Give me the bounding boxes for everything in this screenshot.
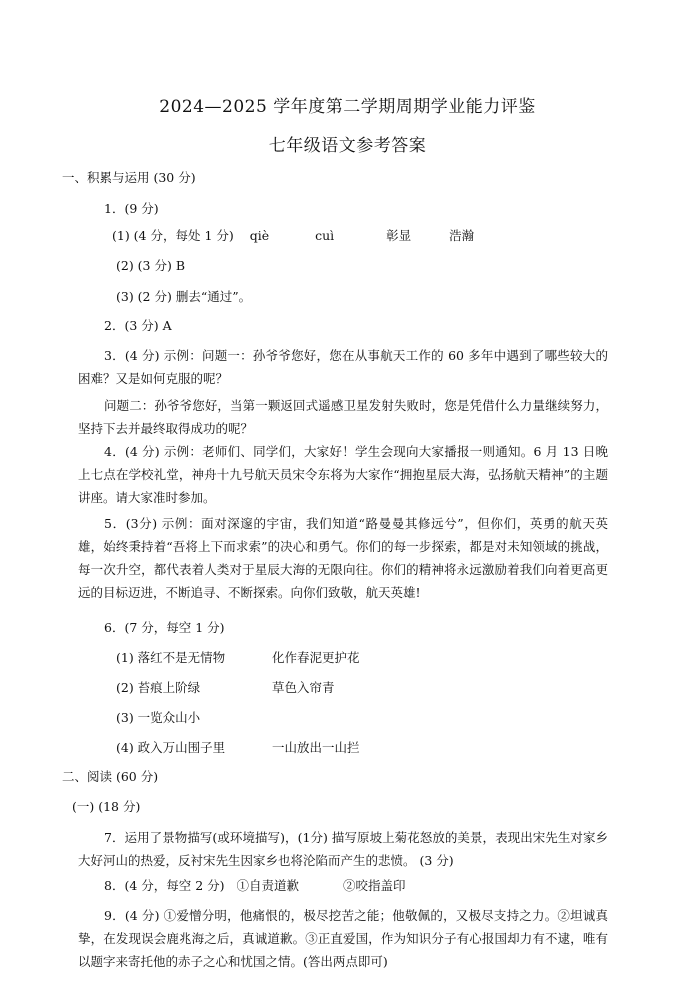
q1-answer-1-item: qiè xyxy=(249,228,270,243)
q3-answer: 3．(4 分) 示例：问题一：孙爷爷您好，您在从事航天工作的 60 多年中遇到了哪些较大的困难？又是如何克服的呢？ xyxy=(78,348,608,386)
q1-answer-3: (3) (2 分) 删去“通过”。 xyxy=(116,289,252,304)
q6-row xyxy=(116,708,272,728)
q6-row xyxy=(116,678,335,698)
q6-row-second: 一山放出一山拦 xyxy=(272,740,360,755)
q6-row xyxy=(116,738,360,758)
document-subtitle: 七年级语文参考答案 xyxy=(268,136,427,156)
q1-answer-1 xyxy=(112,226,474,246)
q9-answer: 9．(4 分) ①爱憎分明，他痛恨的，极尽挖苦之能；他敬佩的，又极尽支持之力。②坦诚真挚，在发现误会鹿兆海之后，真诚道歉。③正直爱国，作为知识分子有心报国却力有不逮，唯有以题字来寄托他的赤子之心和忧国之情。(答出两点即可) xyxy=(78,908,608,969)
section-1-heading: 一、积累与运用 (30 分) xyxy=(62,170,196,185)
q8-item: ①自责道歉 xyxy=(236,878,300,893)
q3-answer-part-2: 问题二：孙爷爷您好，当第一颗返回式遥感卫星发射失败时，您是凭借什么力量继续努力，坚持下去并最终取得成功的呢？ xyxy=(78,398,608,436)
reading-part-1-heading: (一) (18 分) xyxy=(72,799,141,814)
q8-answer xyxy=(104,876,406,896)
document-title: 2024—2025 学年度第二学期周期学业能力评鉴 xyxy=(159,97,536,117)
q6-row-first: (4) 政入万山围子里 xyxy=(116,740,226,755)
q1-answer-1-item: cuì xyxy=(315,228,335,243)
q6-row-first: (2) 苔痕上阶绿 xyxy=(116,680,201,695)
q1-label: 1．(9 分) xyxy=(104,201,159,216)
q6-row-second: 化作春泥更护花 xyxy=(272,650,360,665)
q1-answer-2: (2) (3 分) B xyxy=(116,258,186,273)
q6-row xyxy=(116,648,360,668)
q2-answer: 2．(3 分) A xyxy=(104,318,172,333)
q6-row-first: (1) 落红不是无情物 xyxy=(116,650,226,665)
q1-answer-1-item: 彰显 xyxy=(386,228,412,243)
q1-answer-1-item: 浩瀚 xyxy=(449,228,475,243)
q8-item: ②咬指盖印 xyxy=(343,878,406,893)
q8-label: 8．(4 分，每空 2 分) xyxy=(104,878,225,893)
section-2-heading: 二、阅读 (60 分) xyxy=(62,769,159,784)
q1-answer-1-label: (1) (4 分，每处 1 分) xyxy=(112,228,234,243)
q7-answer: 7．运用了景物描写(或环境描写)，(1分) 描写原坡上菊花怒放的美景，表现出宋先生对家乡大好河山的热爱，反衬宋先生因家乡也将沦陷而产生的悲愤。 (3 分) xyxy=(78,830,608,868)
q6-row-second: 草色入帘青 xyxy=(272,680,335,695)
q6-label: 6．(7 分，每空 1 分) xyxy=(104,620,225,635)
q4-answer: 4．(4 分) 示例：老师们、同学们，大家好！学生会现向大家播报一则通知。6 月 13 日晚上七点在学校礼堂，神舟十九号航天员宋令东将为大家作“拥抱星辰大海，弘扬航天精神”的主题讲座。请大家准时参加。 xyxy=(78,444,608,505)
q5-answer: 5．(3分) 示例：面对深邃的宇宙，我们知道“路曼曼其修远兮”，但你们，英勇的航天英雄，始终秉持着“吾将上下而求索”的决心和勇气。你们的每一步探索，都是对未知领域的挑战，每一次升空，都代表着人类对于星辰大海的无限向往。你们的精神将永远激励着我们向着更高更远的目标迈进，不断追寻、不断探索。向你们致敬，航天英雄! xyxy=(78,516,608,600)
q6-row-first: (3) 一览众山小 xyxy=(116,710,201,725)
